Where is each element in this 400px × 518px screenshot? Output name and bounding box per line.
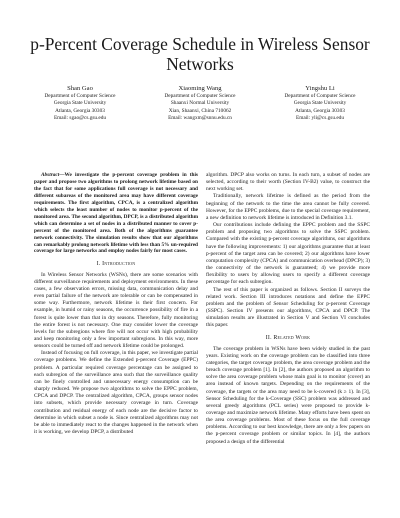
- author-3: [260, 84, 380, 123]
- author-email: Email: wangxm@snnu.edu.cn: [168, 115, 232, 122]
- section-heading-introduction: I. Introduction: [96, 261, 136, 268]
- left-column: [34, 172, 198, 436]
- title-line-1: p-Percent Coverage Schedule in Wireless Sensor: [30, 34, 370, 54]
- author-city: Atlanta, Georgia 30303: [55, 107, 105, 114]
- body-paragraph-5: The coverage problem in WSNs have been widely studied in the past years. Existing work on the coverage problem can be classified into three categories, the target coverage problem, the area coverage problem and the breach coverage problem [1]. In [2], the authors proposed an algorithm to solve the area coverage problem whose main goal is to monitor (cover) an area instead of known targets. Depending on the requirements of the coverage, the targets or the area may need to be k-covered (k ≥ 1). In [3], Sensor Scheduling for the k-Coverage (SSC) problem was addressed and several greedy algorithms (PCL series) were proposed to provide k-coverage and maximize network lifetime. Many efforts have been spent on the area coverage problems. Most of these focus on the full coverage problems. According to our best knowledge, there are only a few papers on the p-percent coverage problem or similar topics. In [4], the authors proposed a design of the differential: [206, 345, 370, 445]
- author-city: Atlanta, Georgia 30303: [295, 107, 345, 114]
- body-paragraph-1: algorithm. DPCP also works on turns. In each turn, a subset of nodes are selected, according to their worth (Section IV-B2) value, to construct the next working set.: [206, 172, 370, 193]
- body-paragraph-3: Our contributions include defining the EPPC problem and the SSPC problem and proposing two algorithms to solve the SSPC problem. Compared with the existing p-percent coverage algorithms, our algorithms have the following improvements: 1) our algorithms guarantee that at least p-percent of the target area can be covered; 2) our algorithms have lower computation complexity (CPCA) and communication overhead (DPCP); 3) the connectivity of the network is guaranteed; 4) we provide more flexibility to users by allowing users to specify a different coverage percentage for each subregion.: [206, 222, 370, 286]
- author-1: [20, 84, 140, 123]
- body-paragraph-4: The rest of this paper is organized as follows. Section II surveys the related work. Section III introduces notations and define the EPPC problem and the problem of Sensor Scheduling for p-percent Coverage (SSPC). Section IV presents our algorithms, CPCA and DPCP. The simulation results are illustrated in Section V and Section VI concludes this paper.: [206, 286, 370, 329]
- author-univ: Georgia State University: [53, 100, 107, 107]
- body-paragraph-2: Traditionally, network lifetime is defined as the period from the beginning of the network to the time the area cannot be fully covered. However, for the EPPC problems, due to the special coverage requirement, a new definition to network lifetime is introduced in Definition 3.1.: [206, 193, 370, 221]
- author-dept: Department of Computer Science: [44, 93, 116, 99]
- author-city: Xian, Shaanxi, China 710062: [168, 107, 232, 114]
- author-block: [20, 84, 380, 144]
- title-line-2: Networks: [166, 54, 234, 74]
- author-dept: Department of Computer Science: [164, 93, 236, 99]
- abstract-lead: Abstract: [41, 172, 60, 178]
- abstract: [34, 172, 198, 255]
- abstract-text: —We investigate the p-percent coverage problem in this paper and propose two algorithms to prolong network lifetime based on the fact that for some applications full coverage is not necessary and different subareas of the monitored area may have different coverage requirements. The first algorithm, CPCA, is a centralized algorithm which selects the least number of nodes to monitor p-percent of the monitored area. The second algorithm, DPCP, is a distributed algorithm which can determine a set of nodes in a distributed manner to cover p-percent of the monitored area. Both of the algorithms guarantee network connectivity. The simulation results show that our algorithms can remarkably prolong network lifetime with less than 5% un-required coverage for large networks and employ nodes fairly for most cases.: [34, 172, 198, 255]
- section-heading-related-work: II. Related Work: [265, 335, 311, 342]
- author-email: Email: sgao@cs.gsu.edu: [53, 115, 107, 122]
- author-name: Shan Gao: [67, 85, 93, 92]
- paper-title: [20, 34, 380, 74]
- author-name: Yingshu Li: [305, 85, 335, 92]
- author-email: Email: yli@cs.gsu.edu: [296, 115, 344, 122]
- author-univ: Georgia State University: [293, 100, 347, 107]
- intro-paragraph-2: Instead of focusing on full coverage, in this paper, we investigate partial coverage problems. We define the Extended p-percent Coverage (EPPC) problem. A particular required coverage percentage can be assigned to each subregion of the surveillance area such that the surveillance quality can be finely controlled and unnecessary energy consumption can be sharply reduced. We propose two algorithms to solve the EPPC problem, CPCA and DPCP. The centralized algorithm, CPCA, groups sensor nodes into subsets, which provide necessary coverage in turn. Coverage contribution and residual energy of each node are the decisive factor to determine in which subset a node is. Since centralized algorithms may not be able to immediately react to the changes happened in the network when it is working, we develop DPCP, a distributed: [34, 350, 198, 436]
- author-univ: Shaanxi Normal University: [170, 100, 230, 107]
- intro-paragraph-1: In Wireless Sensor Networks (WSNs), there are some scenarios with different surveillance requirements and deployment environments. In these cases, a few observation errors, missing data, communication delay and even partial failure of the network are tolerable or can be compensated in some way. Furthermore, network lifetime is their first concern. For example, in humid or rainy seasons, the occurrence possibility of fire in a forest is quite lower than that in dry seasons. Therefore, fully monitoring the entire forest is not necessary. One may consider lower the coverage levels for the subregions where fire will not occur with high probability and keep monitoring only a few important subregions. In this way, more sensors could be turned off and network lifetime could be prolonged.: [34, 271, 198, 350]
- author-2: [140, 84, 260, 123]
- author-name: Xiaoming Wang: [178, 85, 222, 92]
- right-column: [206, 172, 370, 446]
- author-dept: Department of Computer Science: [284, 93, 356, 99]
